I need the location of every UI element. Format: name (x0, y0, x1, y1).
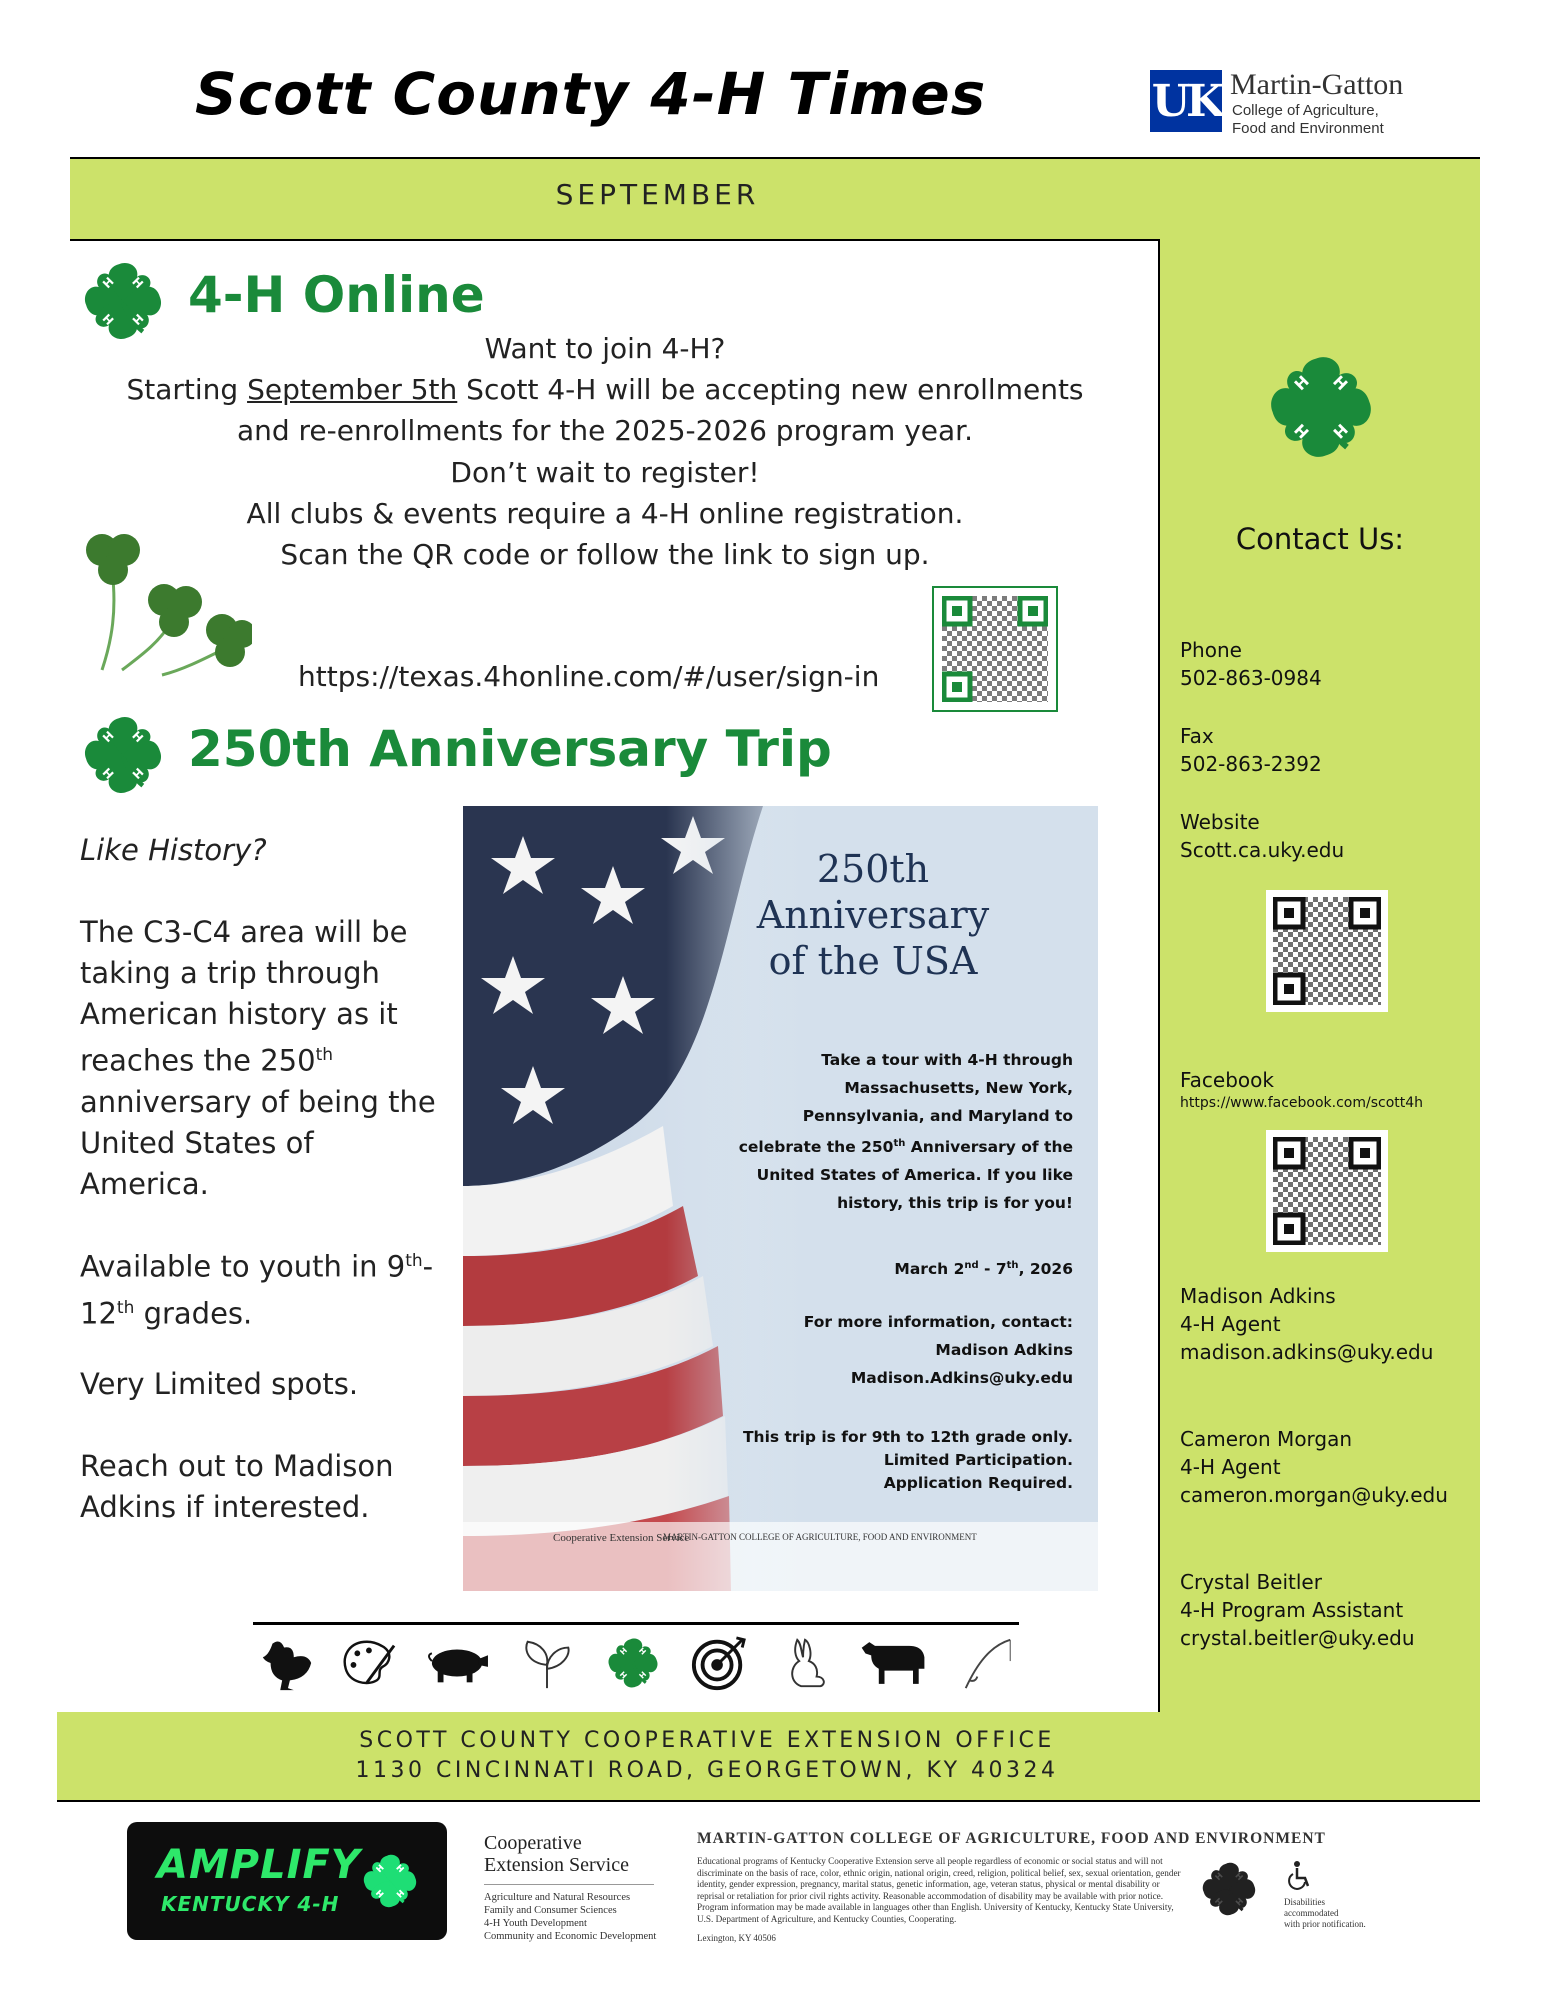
ces-program: Family and Consumer Sciences (484, 1905, 617, 1916)
sprout-icon (518, 1634, 576, 1692)
icon-strip-divider (253, 1622, 1019, 1625)
logo-name: Martin-Gatton (1230, 68, 1404, 101)
flyer-line: Application Required. (883, 1474, 1073, 1492)
flyer-title-line: of the USA (768, 939, 978, 983)
facebook-link[interactable]: https://www.facebook.com/scott4h (1180, 1095, 1424, 1111)
trip-intro: Like History? (80, 833, 267, 867)
newsletter-title: Scott County 4-H Times (195, 60, 987, 128)
online-text-line: Scan the QR code or follow the link to sign up. (280, 538, 930, 571)
contact-fax (1180, 722, 1322, 778)
text-span: celebrate the 250 (738, 1138, 894, 1157)
flyer-title (663, 846, 1083, 984)
superscript: th (893, 1138, 906, 1149)
superscript: th (315, 1045, 334, 1065)
flyer-requirements (678, 1426, 1073, 1495)
clover-icon (359, 1850, 421, 1912)
flyer-line: Take a tour with 4-H through (821, 1051, 1073, 1069)
bottom-divider (57, 1800, 1480, 1802)
martin-gatton-logo (1150, 70, 1450, 140)
ces-divider (484, 1884, 654, 1885)
staff-role: 4-H Agent (1180, 1455, 1281, 1479)
logo-subtitle-line2: Food and Environment (1232, 120, 1384, 137)
staff-name: Crystal Beitler (1180, 1570, 1322, 1594)
website-link[interactable]: Scott.ca.uky.edu (1180, 838, 1345, 862)
contact-website (1180, 808, 1344, 864)
qr-code-facebook[interactable] (1266, 1130, 1388, 1252)
staff-contact (1180, 1568, 1415, 1652)
online-text-line: Don’t wait to register! (450, 456, 760, 489)
ces-program: Community and Economic Development (484, 1931, 657, 1942)
text-span: Starting (126, 373, 248, 406)
online-text-line: All clubs & events require a 4-H online registration. (246, 497, 964, 530)
flyer-line: For more information, contact: (803, 1313, 1073, 1331)
college-title: MARTIN-GATTON COLLEGE OF AGRICULTURE, FOOD AND ENVIRONMENT (697, 1830, 1326, 1847)
office-name: SCOTT COUNTY COOPERATIVE EXTENSION OFFICE (359, 1728, 1055, 1753)
flyer-line: history, this trip is for you! (837, 1194, 1073, 1213)
contact-phone (1180, 636, 1322, 692)
text-span: Anniversary of the (905, 1138, 1073, 1157)
cooperative-extension-logo (484, 1832, 657, 1943)
contact-facebook-label: Facebook (1180, 1068, 1274, 1092)
staff-email[interactable]: cameron.morgan@uky.edu (1180, 1483, 1448, 1507)
nondiscrimination-statement: Educational programs of Kentucky Cooperative Extension serve all people regardless of economic or social status and will not discriminate on the basis of race, color, ethnic origin, national origin, creed, religion, political belief, sex, sexual orientation, gender identity, gender expression, pregnancy, marital status, genetic information, age, veteran status, physical or mental disability or reprisal or retaliation for prior civil rights activity. Reasonable accommodation of disability may be available with prior notice. Program information may be made available in languages other than English. University of Kentucky, Kentucky State University, U.S. Department of Agriculture, and Kentucky Counties, Cooperating. (697, 1856, 1181, 1924)
clover-icon (1262, 348, 1380, 466)
clover-icon (1198, 1858, 1260, 1920)
flyer-body (678, 1046, 1073, 1217)
staff-name: Madison Adkins (1180, 1284, 1336, 1308)
fax-number: 502-863-2392 (1180, 752, 1322, 776)
anniversary-flyer (463, 806, 1098, 1591)
rabbit-icon (776, 1634, 834, 1692)
trip-eligibility (80, 1241, 450, 1334)
fax-label: Fax (1180, 724, 1214, 748)
uk-logo-mark: UK (1150, 70, 1222, 132)
month-label: SEPTEMBER (555, 178, 760, 211)
logo-subtitle-line1: College of Agriculture, (1232, 102, 1379, 119)
staff-email[interactable]: madison.adkins@uky.edu (1180, 1340, 1434, 1364)
enrollment-link[interactable]: https://texas.4honline.com/#/user/sign-in (298, 660, 880, 693)
clover-icon (78, 710, 168, 800)
text-span: - 7 (978, 1260, 1007, 1279)
phone-number[interactable]: 502-863-0984 (1180, 666, 1322, 690)
website-label: Website (1180, 810, 1260, 834)
flyer-title-line: Anniversary (756, 893, 990, 937)
college-location: Lexington, KY 40506 (697, 1933, 776, 1943)
target-icon (690, 1634, 748, 1692)
trip-description (80, 912, 450, 1205)
superscript: th (405, 1251, 423, 1271)
online-text-line (70, 373, 1140, 406)
section-heading-anniversary-trip: 250th Anniversary Trip (188, 720, 832, 778)
clover-icon (604, 1634, 662, 1692)
disability-line: Disabilities (1284, 1897, 1325, 1907)
flyer-footer-ces: Cooperative Extension Service (553, 1532, 690, 1544)
flyer-title-line: 250th (816, 847, 930, 891)
qr-code-icon (942, 596, 1048, 702)
staff-contact (1180, 1425, 1448, 1509)
text-span: anniversary of being the United States of America. (80, 1084, 436, 1201)
ces-title-line: Cooperative (484, 1832, 582, 1854)
online-text-line: and re-enrollments for the 2025-2026 program year. (236, 414, 974, 447)
ces-title (484, 1832, 654, 1876)
flyer-line: Madison.Adkins@uky.edu (850, 1369, 1073, 1387)
qr-code-icon (1273, 897, 1381, 1005)
online-text-line: Want to join 4-H? (484, 332, 726, 365)
accessibility-icon (1284, 1860, 1314, 1890)
qr-code-enrollment[interactable] (932, 586, 1058, 712)
text-span: - 12 (80, 1249, 434, 1331)
amplify-text: AMPLIFY (157, 1842, 361, 1888)
staff-contact (1180, 1282, 1433, 1366)
pig-icon (424, 1634, 492, 1692)
flyer-line: United States of America. If you like (756, 1166, 1073, 1185)
staff-name: Cameron Morgan (1180, 1427, 1353, 1451)
phone-label: Phone (1180, 638, 1242, 662)
superscript: th (116, 1297, 135, 1318)
text-span: , 2026 (1018, 1260, 1073, 1279)
text-span: March 2 (894, 1260, 965, 1279)
office-address: 1130 CINCINNATI ROAD, GEORGETOWN, KY 40324 (355, 1758, 1059, 1783)
text-span: The C3-C4 area will be taking a trip through American history as it reaches the 250 (80, 915, 408, 1078)
flyer-footer (463, 1522, 1098, 1591)
text-span: Available to youth in 9 (80, 1249, 406, 1284)
shamrock-decoration (72, 510, 252, 690)
palette-icon (338, 1634, 396, 1692)
ces-title-line: Extension Service (484, 1854, 629, 1876)
flyer-line: Pennsylvania, and Maryland to (802, 1107, 1073, 1125)
fishing-rod-icon (958, 1634, 1016, 1692)
enrollment-date: September 5th (247, 373, 458, 406)
flyer-line: Madison Adkins (935, 1341, 1073, 1359)
staff-email[interactable]: crystal.beitler@uky.edu (1180, 1626, 1415, 1650)
ces-program: Agriculture and Natural Resources (484, 1892, 631, 1903)
amplify-subtext: KENTUCKY 4-H (161, 1892, 340, 1916)
text-span: Scott 4-H will be accepting new enrollments (457, 373, 1084, 406)
disability-line: with prior notification. (1284, 1919, 1366, 1929)
trip-spots: Very Limited spots. (80, 1367, 359, 1401)
trip-contact-note: Reach out to Madison Adkins if interested. (80, 1449, 394, 1524)
flyer-line: Massachusetts, New York, (844, 1079, 1073, 1097)
chicken-icon (258, 1634, 316, 1692)
ces-program: 4-H Youth Development (484, 1918, 587, 1929)
flyer-footer-college: MARTIN-GATTON COLLEGE OF AGRICULTURE, FOOD AND ENVIRONMENT (663, 1532, 977, 1542)
disability-line: accommodated (1284, 1908, 1339, 1918)
flyer-line (678, 1130, 1073, 1161)
qr-code-website[interactable] (1266, 890, 1388, 1012)
superscript: nd (964, 1260, 979, 1271)
office-footer-bar (57, 1712, 1480, 1800)
flyer-trip-dates (678, 1252, 1073, 1283)
qr-code-icon (1273, 1137, 1381, 1245)
superscript: th (1006, 1260, 1019, 1271)
staff-role: 4-H Agent (1180, 1312, 1281, 1336)
disability-notice (1284, 1897, 1366, 1930)
text-span: grades. (134, 1296, 253, 1331)
staff-role: 4-H Program Assistant (1180, 1598, 1404, 1622)
college-disclaimer (697, 1830, 1377, 1943)
flyer-line: Limited Participation. (883, 1451, 1073, 1469)
flyer-contact (678, 1308, 1073, 1392)
amplify-kentucky-4h-logo (127, 1822, 447, 1940)
cow-icon (856, 1634, 932, 1692)
contact-heading: Contact Us: (1235, 522, 1405, 556)
flyer-line: This trip is for 9th to 12th grade only. (742, 1428, 1073, 1446)
section-heading-4h-online: 4-H Online (188, 266, 485, 324)
